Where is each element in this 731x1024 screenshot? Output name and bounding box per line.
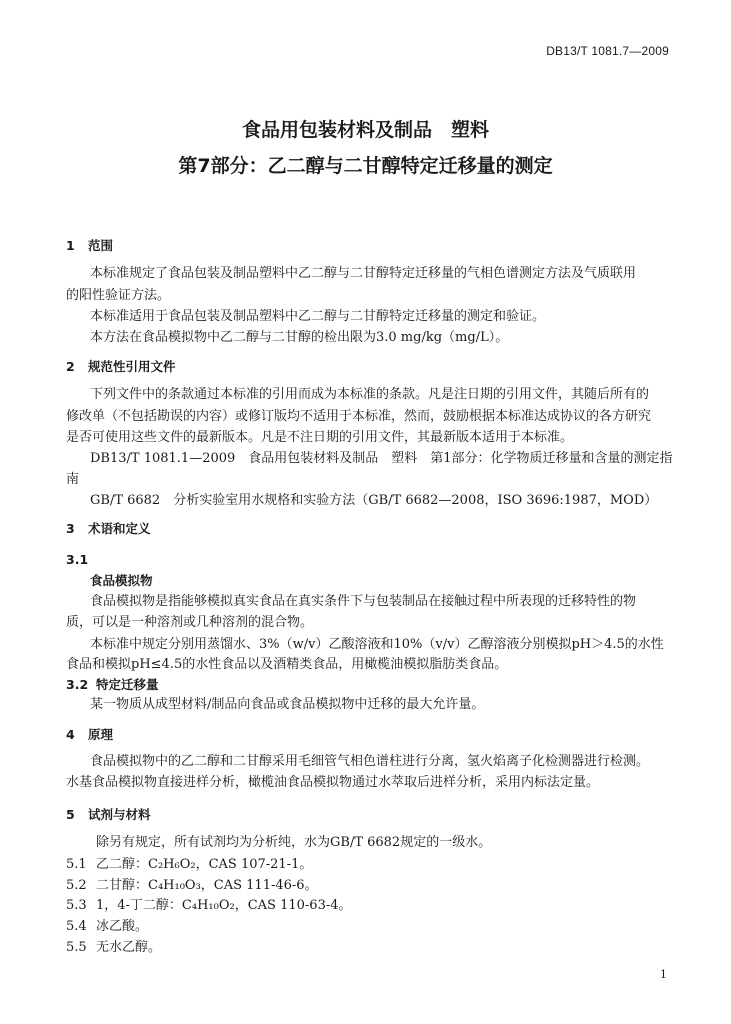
- reagent-item: [66, 939, 161, 957]
- section-1-heading: [66, 237, 113, 255]
- paragraph-line: 除另有规定，所有试剂均为分析纯，水为GB/T 6682规定的一级水。: [96, 835, 492, 850]
- section-number: 3: [66, 521, 75, 536]
- paragraph-line: 某一物质从成型材料/制品向食品或食品模拟物中迁移的最大允许量。: [90, 697, 485, 712]
- paragraph-line: 食品模拟物是指能够模拟真实食品在真实条件下与包装制品在接触过程中所表现的迁移特性的物: [90, 594, 637, 609]
- reagent-text: 冰乙酸。: [96, 919, 149, 934]
- section-3-heading: [66, 520, 151, 538]
- reagent-number: 5.1: [66, 857, 87, 872]
- paragraph-line: 水基食品模拟物直接进样分析，橄榄油食品模拟物通过水萃取后进样分析，采用内标法定量。: [66, 775, 600, 790]
- reagent-number: 5.5: [66, 940, 87, 955]
- paragraph-line: 本标准中规定分别用蒸馏水、3%（w/v）乙酸溶液和10%（v/v）乙醇溶液分别模拟pH＞4.5的水性: [90, 637, 664, 652]
- document-title-line2: 第7部分：乙二醇与二甘醇特定迁移量的测定: [178, 155, 553, 177]
- section-number: 5: [66, 807, 75, 822]
- paragraph-line: 食品模拟物中的乙二醇和二甘醇采用毛细管气相色谱柱进行分离，氢火焰离子化检测器进行检测。: [90, 754, 650, 769]
- paragraph-line: 修改单（不包括勘误的内容）或修订版均不适用于本标准，然而，鼓励根据本标准达成协议的各方研究: [66, 409, 652, 424]
- reagent-item: [66, 856, 312, 874]
- reagent-text: 乙二醇：C₂H₆O₂，CAS 107-21-1。: [96, 857, 313, 872]
- page-number: 1: [660, 968, 667, 981]
- reagent-number: 5.3: [66, 898, 87, 913]
- reagent-number: 5.4: [66, 919, 87, 934]
- reagent-number: 5.2: [66, 878, 87, 893]
- reagent-text: 无水乙醇。: [96, 940, 162, 955]
- paragraph-line: 本标准适用于食品包装及制品塑料中乙二醇与二甘醇特定迁移量的测定和验证。: [90, 309, 546, 324]
- section-title: 原理: [88, 727, 114, 742]
- section-title: 术语和定义: [88, 521, 151, 536]
- reference-line: DB13/T 1081.1—2009 食品用包装材料及制品 塑料 第1部分：化学物质迁移量和含量的测定指: [90, 451, 673, 466]
- document-title-line1: 食品用包装材料及制品 塑料: [241, 119, 489, 141]
- standard-code: DB13/T 1081.7—2009: [546, 44, 669, 58]
- reagent-text: 二甘醇：C₄H₁₀O₃，CAS 111-46-6。: [96, 878, 318, 893]
- reference-line: GB/T 6682 分析实验室用水规格和实验方法（GB/T 6682—2008，ISO 3696:1987，MOD）: [90, 493, 658, 508]
- section-number: 1: [66, 238, 75, 253]
- subsection-number: 3.2: [66, 677, 89, 692]
- paragraph-line: 质，可以是一种溶剂或几种溶剂的混合物。: [66, 615, 314, 630]
- paragraph-line: 本标准规定了食品包装及制品塑料中乙二醇与二甘醇特定迁移量的气相色谱测定方法及气质联用: [90, 266, 637, 281]
- section-title: 规范性引用文件: [88, 359, 176, 374]
- reagent-item: [66, 918, 148, 936]
- reagent-item: [66, 897, 352, 915]
- paragraph-line: 本方法在食品模拟物中乙二醇与二甘醇的检出限为3.0 mg/kg（mg/L）。: [90, 330, 509, 345]
- section-number: 2: [66, 359, 75, 374]
- section-number: 4: [66, 727, 75, 742]
- section-5-heading: [66, 806, 151, 824]
- term-specific-migration: 特定迁移量: [96, 677, 159, 692]
- section-title: 范围: [88, 238, 114, 253]
- paragraph-line: 的阳性验证方法。: [66, 288, 171, 303]
- section-4-heading: [66, 726, 113, 744]
- term-food-simulant: 食品模拟物: [90, 573, 153, 588]
- subsection-3-1-number: 3.1: [66, 552, 89, 567]
- reagent-text: 1，4-丁二醇：C₄H₁₀O₂，CAS 110-63-4。: [96, 898, 352, 913]
- reference-line: 南: [66, 472, 80, 487]
- paragraph-line: 是否可使用这些文件的最新版本。凡是不注日期的引用文件，其最新版本适用于本标准。: [66, 430, 574, 445]
- section-title: 试剂与材料: [88, 807, 151, 822]
- subsection-3-2-heading: [66, 676, 159, 694]
- paragraph-line: 食品和模拟pH≤4.5的水性食品以及酒精类食品，用橄榄油模拟脂肪类食品。: [66, 657, 508, 672]
- paragraph-line: 下列文件中的条款通过本标准的引用而成为本标准的条款。凡是注日期的引用文件，其随后所有的: [90, 387, 650, 402]
- reagent-item: [66, 877, 318, 895]
- section-2-heading: [66, 358, 176, 376]
